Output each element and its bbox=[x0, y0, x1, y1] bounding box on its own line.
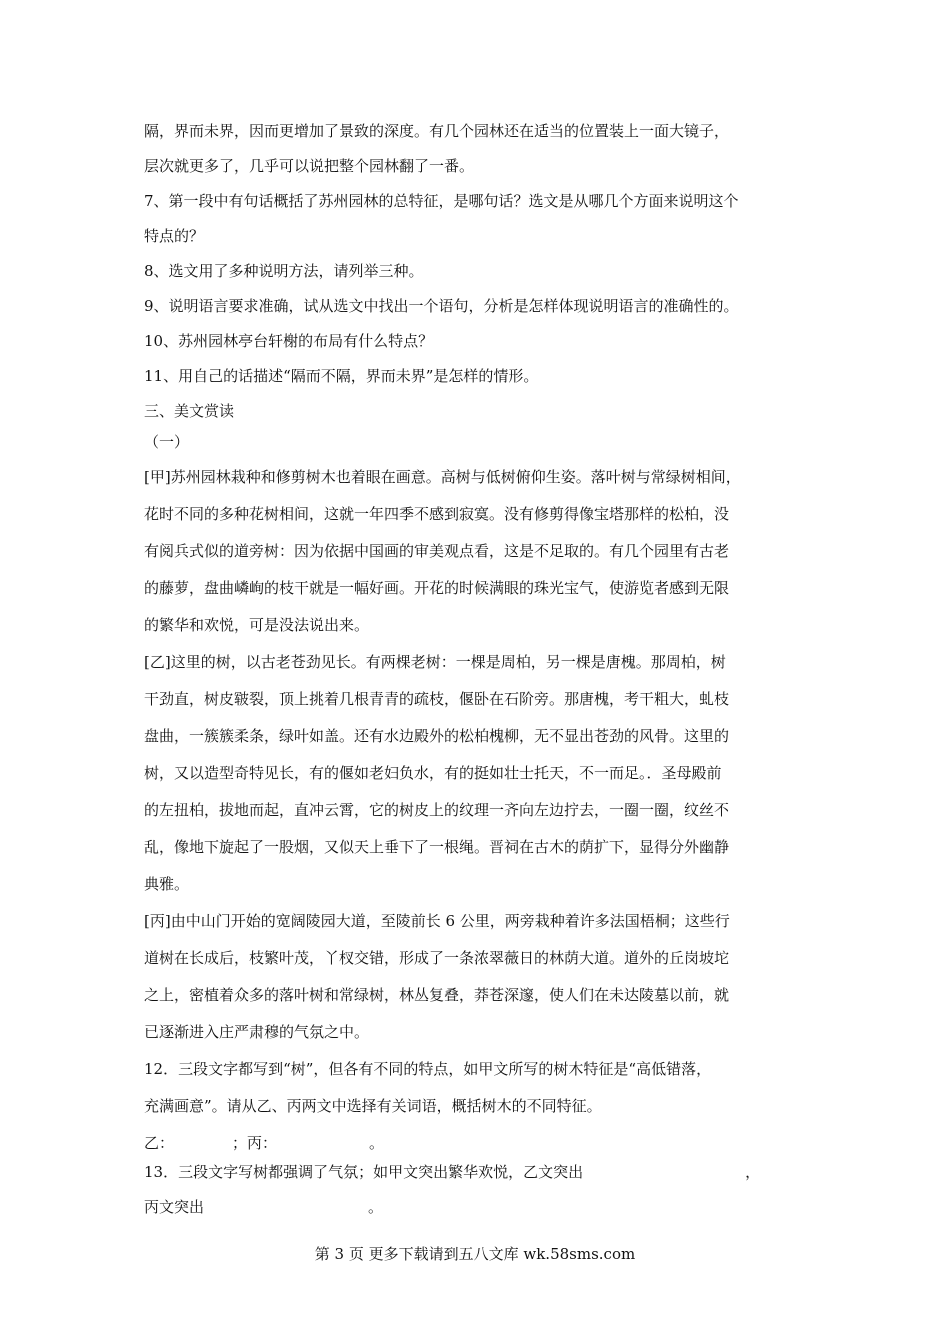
passage-yi-line: 典雅。 bbox=[144, 875, 190, 893]
answer-label-yi: 乙： bbox=[144, 1134, 175, 1152]
question-7-continued: 特点的？ bbox=[144, 227, 205, 245]
passage-jia-line: [甲]苏州园林栽种和修剪树木也着眼在画意。高树与低树俯仰生姿。落叶树与常绿树相间， bbox=[144, 468, 741, 486]
passage-bing-line: 已逐渐进入庄严肃穆的气氛之中。 bbox=[144, 1023, 370, 1041]
passage-jia-line: 花时不同的多种花树相间，这就一年四季不感到寂寞。没有修剪得像宝塔那样的松柏，没 bbox=[144, 505, 730, 523]
question-8: 8、选文用了多种说明方法，请列举三种。 bbox=[144, 262, 424, 280]
question-7: 7、第一段中有句话概括了苏州园林的总特征，是哪句话？选文是从哪几个方面来说明这个 bbox=[144, 192, 739, 210]
page-footer: 第 3 页 更多下载请到五八文库 wk.58sms.com bbox=[314, 1245, 636, 1263]
question-10: 10、苏州园林亭台轩榭的布局有什么特点？ bbox=[144, 332, 434, 350]
question-9: 9、说明语言要求准确，试从选文中找出一个语句，分析是怎样体现说明语言的准确性的。 bbox=[144, 297, 739, 315]
question-13-end-mark: 。 bbox=[368, 1198, 384, 1216]
question-13-continued bbox=[144, 1197, 383, 1217]
passage-yi-line: 干劲直，树皮皲裂，顶上挑着几根青青的疏枝，偃卧在石阶旁。那唐槐，考干粗大，虬枝 bbox=[144, 690, 730, 708]
question-13-comma: ， bbox=[745, 1163, 761, 1181]
answer-line-12 bbox=[144, 1133, 384, 1153]
passage-yi-line: 树，又以造型奇特见长，有的偃如老妇负水，有的挺如壮士托天，不一而足。．圣母殿前 bbox=[144, 764, 722, 782]
paragraph-line: 层次就更多了，几乎可以说把整个园林翻了一番。 bbox=[144, 157, 475, 175]
section-heading: 三、美文赏读 bbox=[144, 402, 235, 420]
passage-yi-line: 乱，像地下旋起了一股烟，又似天上垂下了一根绳。晋祠在古木的荫扩下，显得分外幽静 bbox=[144, 838, 730, 856]
passage-yi-line: 的左扭柏，拔地而起，直冲云霄，它的树皮上的纹理一齐向左边拧去，一圈一圈，纹丝不 bbox=[144, 801, 730, 819]
question-13-text: 13．三段文字写树都强调了气氛；如甲文突出繁华欢悦，乙文突出 bbox=[144, 1163, 584, 1181]
paragraph-line: 隔，界而未界，因而更增加了景致的深度。有几个园林还在适当的位置装上一面大镜子， bbox=[144, 122, 730, 140]
passage-yi-line: [乙]这里的树，以古老苍劲见长。有两棵老树：一棵是周柏，另一棵是唐槐。那周柏，树 bbox=[144, 653, 726, 671]
subsection-heading: （一） bbox=[144, 433, 190, 451]
question-13 bbox=[144, 1162, 760, 1182]
passage-jia-line: 有阅兵式似的道旁树：因为依据中国画的审美观点看，这是不足取的。有几个园里有古老 bbox=[144, 542, 730, 560]
answer-label-bing: ；丙： bbox=[232, 1134, 278, 1152]
passage-bing-line: 道树在长成后，枝繁叶茂，丫杈交错，形成了一条浓翠薇日的林荫大道。道外的丘岗坡坨 bbox=[144, 949, 730, 967]
passage-bing-line: [丙]由中山门开始的宽阔陵园大道，至陵前长 6 公里，两旁栽种着许多法国梧桐；这些行 bbox=[144, 912, 730, 930]
passage-yi-line: 盘曲，一簇簇柔条，绿叶如盖。还有水边殿外的松柏槐柳，无不显出苍劲的风骨。这里的 bbox=[144, 727, 730, 745]
answer-end-mark: 。 bbox=[369, 1134, 385, 1152]
question-13-bing-label: 丙文突出 bbox=[144, 1198, 205, 1216]
question-12: 12．三段文字都写到“树”，但各有不同的特点，如甲文所写的树木特征是“高低错落， bbox=[144, 1060, 712, 1078]
passage-jia-line: 的藤萝，盘曲嶙峋的枝干就是一幅好画。开花的时候满眼的珠光宝气，使游览者感到无限 bbox=[144, 579, 730, 597]
passage-jia-line: 的繁华和欢悦，可是没法说出来。 bbox=[144, 616, 370, 634]
question-11: 11、用自己的话描述“隔而不隔，界而未界”是怎样的情形。 bbox=[144, 367, 539, 385]
passage-bing-line: 之上，密植着众多的落叶树和常绿树，林丛复叠，莽苍深邃，使人们在未达陵墓以前，就 bbox=[144, 986, 730, 1004]
question-12-continued: 充满画意”。请从乙、丙两文中选择有关词语，概括树木的不同特征。 bbox=[144, 1097, 602, 1115]
